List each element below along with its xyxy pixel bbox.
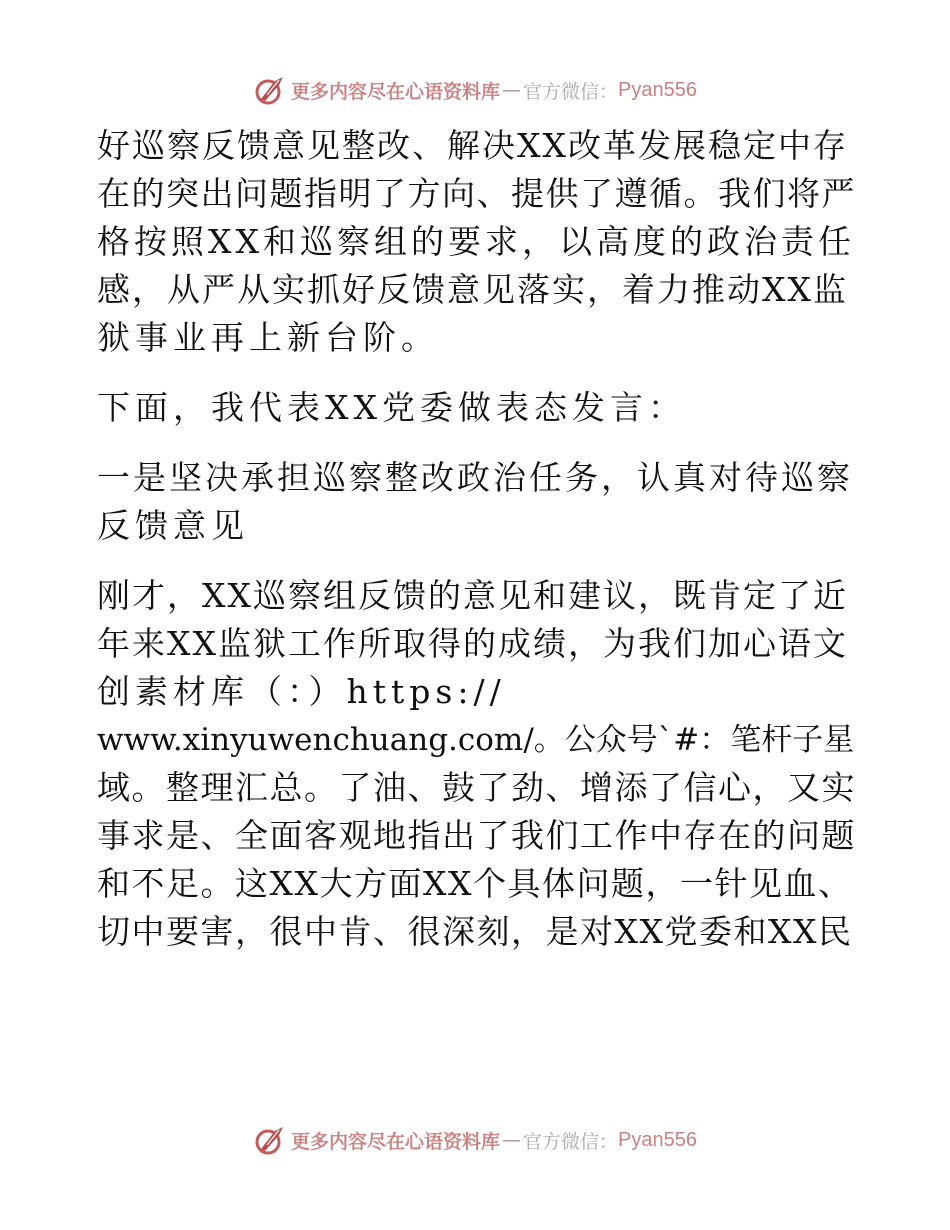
paragraph-1 xyxy=(97,122,857,362)
quill-logo-icon xyxy=(253,1123,287,1157)
banner-title: 更多内容尽在心语资料库 xyxy=(291,80,501,103)
text-line: 反馈意见 xyxy=(97,506,249,545)
banner-separator: — xyxy=(502,1129,522,1151)
document-body xyxy=(97,122,857,956)
banner-title: 更多内容尽在心语资料库 xyxy=(291,1130,501,1153)
text-line: 格按照XX和巡察组的要求，以高度的政治责任 xyxy=(97,222,855,261)
text-line: 域。整理汇总。了油、鼓了劲、增添了信心，又实 xyxy=(97,768,856,807)
text-line: 下面，我代表XX党委做表态发言： xyxy=(97,388,686,427)
banner-wechat-label: 官方微信： xyxy=(523,80,619,103)
text-line: 创素材库（：）https:// xyxy=(97,672,506,711)
text-line: 和不足。这XX大方面XX个具体问题，一针见血、 xyxy=(97,864,853,903)
banner-wechat-id: Pyan556 xyxy=(618,1128,697,1151)
banner-wechat-id: Pyan556 xyxy=(618,78,697,101)
paragraph-2 xyxy=(97,384,857,432)
text-line: 狱事业再上新台阶。 xyxy=(97,318,439,357)
banner-separator: — xyxy=(502,79,522,101)
banner-wechat-label: 官方微信： xyxy=(523,1130,619,1153)
paragraph-3 xyxy=(97,454,857,550)
text-line: 感，从严从实抓好反馈意见落实，着力推动XX监 xyxy=(97,270,848,309)
text-line: 事求是、全面客观地指出了我们工作中存在的问题 xyxy=(97,816,856,855)
text-line: 切中要害，很中肯、很深刻，是对XX党委和XX民 xyxy=(97,912,853,951)
text-line: 刚才，XX巡察组反馈的意见和建议，既肯定了近 xyxy=(97,576,848,615)
quill-logo-icon xyxy=(253,73,287,107)
paragraph-4 xyxy=(97,572,857,956)
text-line: 年来XX监狱工作所取得的成绩，为我们加心语文 xyxy=(97,624,848,663)
text-line: www.xinyuwenchuang.com/。公众号`#：笔杆子星 xyxy=(97,722,855,758)
text-line: 在的突出问题指明了方向、提供了遵循。我们将严 xyxy=(97,174,856,213)
header-banner xyxy=(0,70,950,110)
text-line: 一是坚决承担巡察整改政治任务，认真对待巡察 xyxy=(97,458,853,497)
text-line: 好巡察反馈意见整改、解决XX改革发展稳定中存 xyxy=(97,126,848,165)
footer-banner xyxy=(0,1120,950,1160)
